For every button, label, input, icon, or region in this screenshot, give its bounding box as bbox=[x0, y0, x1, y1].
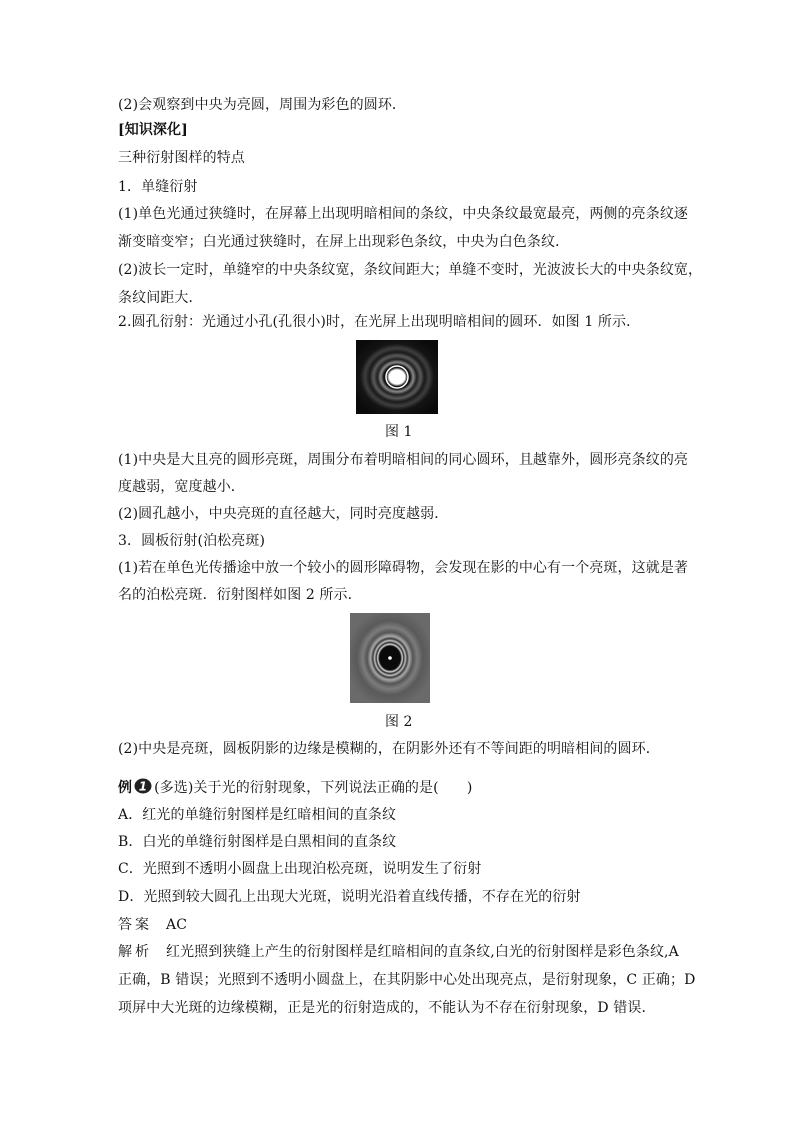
text-line: 3．圆板衍射(泊松亮斑) bbox=[118, 533, 266, 549]
text-line: 1．单缝衍射 bbox=[118, 179, 198, 195]
analysis-text: 正确，B 错误；光照到不透明小圆盘上，在其阴影中心处出现亮点，是衍射现象，C 正确；D bbox=[118, 972, 696, 988]
text-line: 名的泊松亮斑．衍射图样如图 2 所示． bbox=[118, 587, 362, 603]
poisson-spot-image bbox=[350, 613, 430, 703]
analysis-line bbox=[118, 943, 679, 961]
answer-label: 答案 bbox=[118, 917, 152, 933]
option-d: D．光照到较大圆孔上出现大光斑，说明光沿着直线传播，不存在光的衍射 bbox=[118, 889, 581, 905]
option-c: C．光照到不透明小圆盘上出现泊松亮斑，说明发生了衍射 bbox=[118, 861, 482, 877]
text-line: (2)波长一定时，单缝窄的中央条纹宽，条纹间距大；单缝不变时，光波波长大的中央条纹宽， bbox=[118, 262, 703, 278]
example-question bbox=[118, 778, 472, 797]
example-number: 1 bbox=[138, 779, 148, 794]
answer-line bbox=[118, 916, 187, 934]
figure-1-aperture-diffraction bbox=[356, 340, 438, 418]
text-line: 条纹间距大． bbox=[118, 290, 203, 306]
text-line: (2)会观察到中央为亮圆，周围为彩色的圆环． bbox=[118, 97, 407, 113]
answer-value: AC bbox=[166, 917, 188, 933]
example-label: 例 bbox=[118, 780, 133, 796]
option-a: A．红光的单缝衍射图样是红暗相间的直条纹 bbox=[118, 807, 397, 823]
text-line: 渐变暗变窄；白光通过狭缝时，在屏上出现彩色条纹，中央为白色条纹． bbox=[118, 234, 570, 250]
text-line: 2.圆孔衍射：光通过小孔(孔很小)时，在光屏上出现明暗相间的圆环．如图 1 所示． bbox=[118, 314, 641, 330]
analysis-text: 红光照到狭缝上产生的衍射图样是红暗相间的直条纹,白光的衍射图样是彩色条纹,A bbox=[166, 944, 679, 960]
text-line: (1)单色光通过狭缝时，在屏幕上出现明暗相间的条纹，中央条纹最宽最亮，两侧的亮条纹逐 bbox=[118, 206, 689, 222]
option-b: B．白光的单缝衍射图样是白黑相间的直条纹 bbox=[118, 834, 397, 850]
figure-2-poisson-spot bbox=[350, 613, 430, 707]
analysis-label: 解析 bbox=[118, 944, 152, 960]
figure-1-caption: 图 1 bbox=[385, 424, 413, 440]
text-line: (1)若在单色光传播途中放一个较小的圆形障碍物，会发现在影的中心有一个亮斑，这就是著 bbox=[118, 560, 689, 576]
text-line: (2)中央是亮斑，圆板阴影的边缘是模糊的，在阴影外还有不等间距的明暗相间的圆环． bbox=[118, 741, 660, 757]
example-question-text: (多选)关于光的衍射现象，下列说法正确的是( ) bbox=[154, 780, 473, 796]
text-line: (1)中央是大且亮的圆形亮斑，周围分布着明暗相间的同心圆环，且越靠外，圆形亮条纹的亮 bbox=[118, 452, 689, 468]
example-number-badge bbox=[134, 778, 152, 794]
text-line: (2)圆孔越小，中央亮斑的直径越大，同时亮度越弱． bbox=[118, 506, 449, 522]
section-heading: [知识深化] bbox=[118, 122, 188, 138]
text-line: 三种衍射图样的特点 bbox=[118, 150, 245, 166]
analysis-text: 项屏中大光斑的边缘模糊，正是光的衍射造成的，不能认为不存在衍射现象，D 错误． bbox=[118, 1000, 656, 1016]
text-line: 度越弱，宽度越小． bbox=[118, 479, 245, 495]
figure-2-caption: 图 2 bbox=[385, 714, 413, 730]
aperture-diffraction-image bbox=[356, 340, 438, 414]
